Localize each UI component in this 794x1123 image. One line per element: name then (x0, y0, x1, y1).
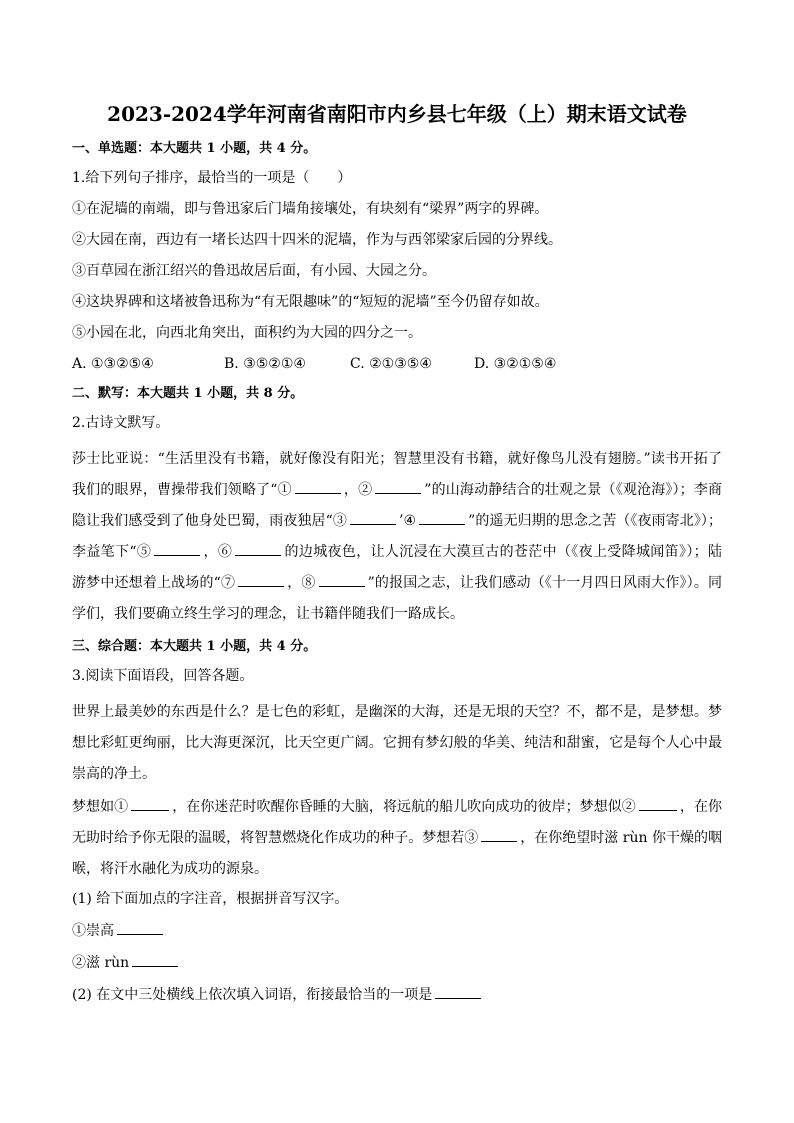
fill-blank-p1[interactable] (131, 796, 169, 811)
question-1-options (72, 354, 722, 374)
fill-blank-2[interactable] (375, 479, 421, 494)
sub-question-1: (1) 给下面加点的字注音，根据拼音写汉字。 (72, 891, 349, 907)
question-2-passage: 莎士比亚说：“生活里没有书籍，就好像没有阳光；智慧里没有书籍，就好像鸟儿没有翅膀。”读书开拓了我们的眼界，曹操带我们领略了“① ，② ”的山海动静结合的壮观之景（《观沧海》）；李商隐让我们感受到了他身处巴蜀，雨夜独居“③ ’④ ”的遥无归期的思念之苦（《夜雨寄北》）；李益笔下“⑤ ，⑥ 的边城夜色，让人沉浸在大漠亘古的苍茫中（《夜上受降城闻笛》）；陆游梦中还想着上战场的“⑦ ，⑧ ”的报国之志，让我们感动（《十一月四日风雨大作》）。同学们，我们要确立终生学习的理念，让书籍伴随我们一路成长。 (72, 451, 723, 622)
sub-question-1b: ②滋 rùn (72, 952, 722, 973)
option-d[interactable]: D. ③②①⑤④ (474, 356, 557, 372)
fill-blank-p3[interactable] (481, 827, 517, 842)
sub-question-1a: ①崇高 (72, 920, 722, 941)
section-heading-2: 二、默写：本大题共 1 小题，共 8 分。 (72, 386, 304, 401)
question-2-stem: 2.古诗文默写。 (72, 415, 170, 431)
question-1-item: ③百草园在浙江绍兴的鲁迅故居后面，有小园、大园之分。 (72, 263, 436, 279)
option-a[interactable]: A. ①③②⑤④ (72, 356, 154, 372)
option-c[interactable]: C. ②①③⑤④ (350, 356, 432, 372)
fill-blank-1[interactable] (295, 479, 341, 494)
answer-blank-2[interactable] (435, 984, 481, 999)
question-3-paragraph-2: 梦想如① ，在你迷茫时吹醒你昏睡的大脑，将远航的船儿吹向成功的彼岸；梦想似② ，在你无助时给予你无限的温暖，将智慧燃烧化作成功的种子。梦想若③ ，在你绝望时滋 rùn 你干燥的咽喉，将汗水融化为成功的源泉。 (72, 792, 722, 885)
question-1-item: ①在泥墙的南端，即与鲁迅家后门墙角接壤处，有块刻有“梁界”两字的界碑。 (72, 201, 549, 217)
answer-blank-1b[interactable] (132, 952, 178, 967)
question-1-item: ④这块界碑和这堵被鲁迅称为“有无限趣味”的“短短的泥墙”至今仍留存如故。 (72, 294, 549, 310)
option-b[interactable]: B. ③⑤②①④ (224, 356, 306, 372)
fill-blank-6[interactable] (235, 541, 281, 556)
fill-blank-5[interactable] (154, 541, 200, 556)
question-1-item: ⑤小园在北，向西北角突出，面积约为大园的四分之一。 (72, 325, 422, 341)
answer-blank-1a[interactable] (117, 920, 163, 935)
fill-blank-7[interactable] (238, 572, 284, 587)
sub-question-2: (2) 在文中三处横线上依次填入词语，衔接最恰当的一项是 (72, 984, 722, 1005)
fill-blank-p2[interactable] (639, 796, 677, 811)
question-3-paragraph-1: 世界上最美妙的东西是什么？是七色的彩虹，是幽深的大海，还是无垠的天空？不，都不是，是梦想。梦想比彩虹更绚丽，比大海更深沉，比天空更广阔。它拥有梦幻般的华美、纯洁和甜蜜，它是每个人心中最崇高的净土。 (72, 704, 722, 782)
section-heading-3: 三、综合题：本大题共 1 小题，共 4 分。 (72, 639, 317, 654)
question-3-stem: 3.阅读下面语段，回答各题。 (72, 668, 254, 684)
question-1-item: ②大园在南，西边有一堵长达四十四米的泥墙，作为与西邻梁家后园的分界线。 (72, 232, 562, 248)
page-title: 2023-2024学年河南省南阳市内乡县七年级（上）期末语文试卷 (107, 102, 687, 126)
question-1-stem: 1.给下列句子排序，最恰当的一项是（ ） (72, 170, 352, 186)
section-heading-1: 一、单选题：本大题共 1 小题，共 4 分。 (72, 141, 317, 156)
fill-blank-8[interactable] (319, 572, 365, 587)
fill-blank-4[interactable] (419, 510, 465, 525)
fill-blank-3[interactable] (350, 510, 396, 525)
